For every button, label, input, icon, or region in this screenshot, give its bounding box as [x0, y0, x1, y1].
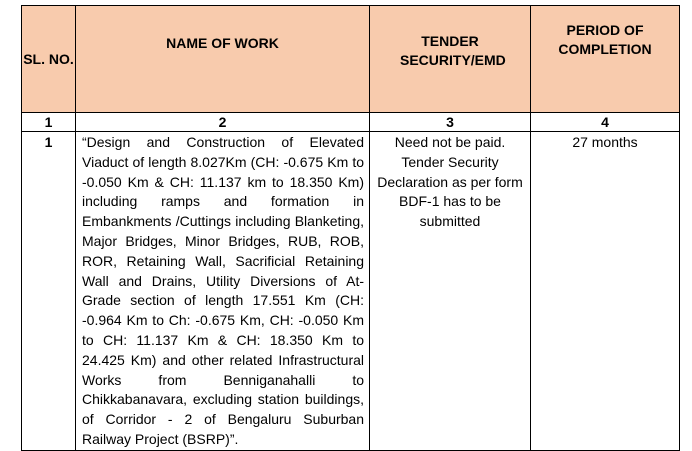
column-number-row	[22, 113, 680, 132]
row-tender-security: Need not be paid. Tender Security Declaration as per form BDF-1 has to be submitted	[370, 132, 531, 451]
header-period-of-completion: PERIOD OF COMPLETION	[531, 6, 680, 113]
header-sl-no: SL. NO.	[22, 6, 76, 113]
column-number-2: 2	[76, 113, 370, 132]
header-row	[22, 6, 680, 113]
header-tender-security: TENDER SECURITY/EMD	[370, 6, 531, 113]
tender-table	[21, 5, 680, 451]
row-sl-no: 1	[22, 132, 76, 451]
row-name-of-work	[76, 132, 370, 451]
header-name-of-work: NAME OF WORK	[76, 6, 370, 113]
table-row	[22, 132, 680, 451]
column-number-1: 1	[22, 113, 76, 132]
name-of-work-text: “Design and Construction of Elevated Viaduct of length 8.027Km (CH: -0.675 Km to -0.050 Km & CH: 11.137 km to 18.350 Km) including ramps and formation in Embankments /Cuttings including Blanketing, Major Bridges, Minor Bridges, RUB, ROB, ROR, Retaining Wall, Sacrificial Retaining Wall and Drains, Utility Diversions of At-Grade section of length 17.551 Km (CH: -0.964 Km to Ch: -0.675 Km, CH: -0.050 Km to CH: 11.137 Km & CH: 18.350 Km to 24.425 Km) and other related Infrastructural Works from Benniganahalli to Chikkabanavara, excluding station buildings, of Corridor - 2 of Bengaluru Suburban Railway Project (BSRP)”.	[82, 134, 364, 447]
column-number-3: 3	[370, 113, 531, 132]
column-number-4: 4	[531, 113, 680, 132]
row-period-of-completion: 27 months	[531, 132, 680, 451]
